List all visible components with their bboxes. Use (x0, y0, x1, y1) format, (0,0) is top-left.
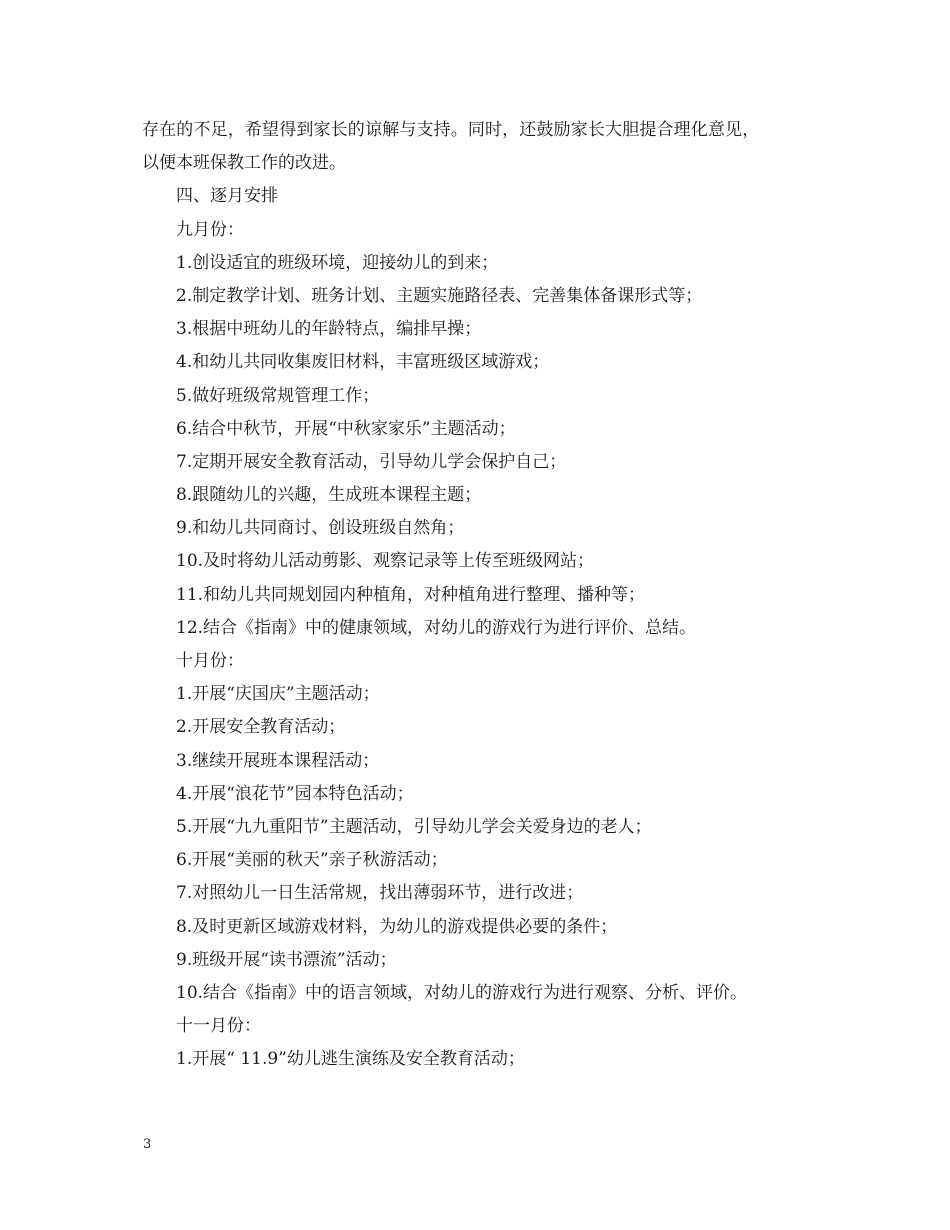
list-item: 2.制定教学计划、班务计划、主题实施路径表、完善集体备课形式等； (176, 285, 703, 306)
list-item: 7.定期开展安全教育活动，引导幼儿学会保护自己； (176, 451, 567, 472)
list-item: 11.和幼儿共同规划园内种植角，对种植角进行整理、播种等； (176, 584, 646, 605)
list-item: 4.开展“浪花节”园本特色活动； (176, 783, 414, 804)
list-item: 5.开展“九九重阳节”主题活动，引导幼儿学会关爱身边的老人； (176, 816, 652, 837)
month-heading-november: 十一月份： (176, 1016, 261, 1037)
list-item: 8.及时更新区域游戏材料，为幼儿的游戏提供必要的条件； (176, 916, 618, 937)
list-item: 1.开展“庆国庆”主题活动； (176, 684, 380, 705)
section-heading: 四、逐月安排 (176, 186, 278, 207)
list-item: 1.创设适宜的班级环境，迎接幼儿的到来； (176, 252, 499, 273)
list-item: 6.结合中秋节，开展“中秋家家乐”主题活动； (176, 418, 516, 439)
list-item: 8.跟随幼儿的兴趣，生成班本课程主题； (176, 485, 482, 506)
page-number: 3 (143, 1137, 152, 1152)
paragraph-line: 存在的不足，希望得到家长的谅解与支持。同时，还鼓励家长大胆提合理化意见， (142, 120, 760, 140)
list-item: 4.和幼儿共同收集废旧材料，丰富班级区域游戏； (176, 352, 550, 373)
list-item: 3.继续开展班本课程活动； (176, 750, 380, 771)
list-item: 1.开展“ 11.9”幼儿逃生演练及安全教育活动； (176, 1049, 525, 1070)
list-item: 10.结合《指南》中的语言领域，对幼儿的游戏行为进行观察、分析、评价。 (176, 982, 748, 1003)
list-item: 3.根据中班幼儿的年龄特点，编排早操； (176, 319, 482, 340)
list-item: 2.开展安全教育活动； (176, 717, 346, 738)
month-heading-october: 十月份： (176, 651, 244, 671)
list-item: 5.做好班级常规管理工作； (176, 385, 380, 406)
body-text (142, 114, 822, 1076)
month-heading-september: 九月份： (176, 219, 244, 240)
list-item: 7.对照幼儿一日生活常规，找出薄弱环节，进行改进； (176, 883, 584, 904)
list-item: 9.班级开展“读书漂流”活动； (176, 949, 397, 970)
list-item: 6.开展“美丽的秋天”亲子秋游活动； (176, 850, 448, 871)
list-item: 10.及时将幼儿活动剪影、观察记录等上传至班级网站； (176, 551, 595, 572)
list-item: 9.和幼儿共同商讨、创设班级自然角； (176, 518, 465, 539)
paragraph-line: 以便本班保教工作的改进。 (142, 153, 346, 174)
list-item: 12.结合《指南》中的健康领域，对幼儿的游戏行为进行评价、总结。 (176, 617, 697, 638)
